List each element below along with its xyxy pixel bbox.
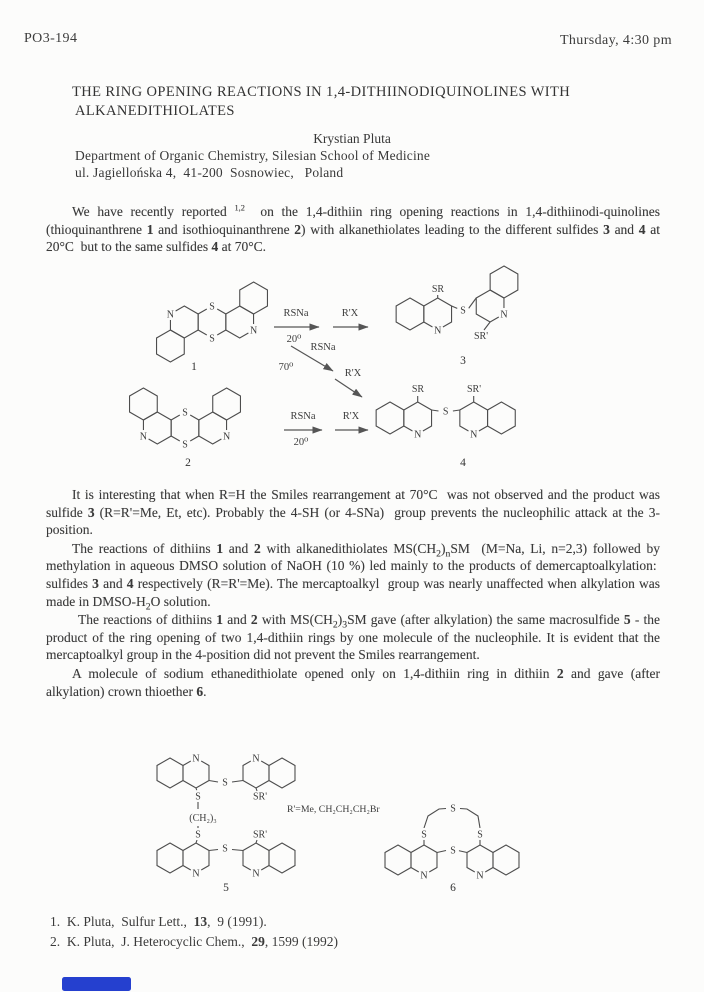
paragraph-1 [46,203,660,256]
text-segment: ) with alkanethiolates leading to the different sulfides [301,221,604,237]
bonds-bottom [196,781,480,853]
text-segment: 3 [342,619,348,631]
compound-6-label: 6 [450,882,456,894]
hexagon-ring [396,298,424,330]
sulfur-atom-label: S [450,845,456,857]
text-segment: and [223,612,251,628]
compound-4-label: 4 [460,457,466,469]
nitrogen-atom-label: N [139,431,148,443]
hexagon-ring [376,402,404,434]
text-segment: 2 [294,221,302,237]
sulfur-atom-label: S [477,829,483,841]
text-segment: 2 [250,612,258,628]
reference-list [50,912,338,951]
sulfur-atom-label: S [209,301,215,313]
nitrogen-atom-label: N [252,868,260,880]
text-segment: ) [441,540,446,556]
alkylator-label: R'X [341,308,359,319]
sulfur-atom-label: S [209,333,215,345]
session-datetime: Thursday, 4:30 pm [559,33,672,48]
sulfur-atom-label: S [182,439,188,451]
author-name: Krystian Pluta [313,131,391,146]
sulfur-atom-label: S [222,777,228,789]
text-segment: 4 [126,575,134,591]
atom-masks-top [137,300,510,450]
sr-prime-group-label: SR' [252,791,268,803]
text-segment: at 20°C but to the same sulfides [46,221,660,255]
nitrogen-atom-label: N [414,429,422,441]
compound-number-labels [185,355,466,469]
text-segment: 3 [87,504,95,520]
sr-prime-group-label: SR' [473,331,489,342]
paper-code: PO3-194 [24,31,78,46]
hexagon-ring [385,845,411,875]
reagent-label: RSNa [310,342,336,353]
text-segment: respectively (R=R'=Me). The mercaptoalkyl group was nearly unaffected when alkylation was made in DMSO-H [46,575,660,609]
hexagon-ring [269,758,295,788]
text-segment: on the 1,4-dithiin ring opening reactions in 1,4-dithiinodi-quinolines (thioquinanthrene [46,204,660,237]
nitrogen-atom-label: N [500,309,508,321]
reagent-label: RSNa [290,411,316,422]
text-segment: n [445,548,451,560]
text-segment: 4 [638,221,646,237]
hexagon-ring [493,845,519,875]
text-segment: and [98,575,127,591]
alkylator-label: R'X [344,368,362,379]
text-segment: 1 [216,612,224,628]
text-segment: 1. K. Pluta, Sulfur Lett., [50,914,194,929]
text-segment: with alkanedithiolates MS(CH [260,540,437,556]
text-segment: and isothioquinanthrene [153,221,295,237]
text-segment: 1 [216,540,224,556]
paragraph-2 [46,486,660,539]
nitrogen-atom-label: N [249,325,258,337]
text-segment: 2 [145,601,151,613]
nitrogen-atom-label: N [192,868,200,880]
sulfur-atom-label: S [442,406,449,418]
nitrogen-atom-label: N [252,753,260,765]
text-segment: 2 [436,548,442,560]
sulfur-atom-label: S [195,791,201,803]
text-segment: 2 [254,540,261,556]
hexagon-ring [490,266,518,298]
text-segment: , 9 (1991). [207,914,267,929]
sr-prime-group-label: SR' [252,829,268,841]
text-segment: 6 [196,683,204,699]
text-segment: SM gave (after alkylation) the same macrosulfide [347,612,624,628]
text-segment: O solution. [150,593,211,609]
reaction-scheme-top [22,270,682,482]
paragraph-5 [46,665,660,700]
text-segment: - the product of the ring opening of two 1,4-dithiin rings by one molecule of the nucleophile. It is evident that the mercaptoalkyl group in the 4-position did not prevent the Smiles rearrangement. [46,612,661,663]
hexagon-ring [157,758,183,788]
author-address: ul. Jagiellońska 4, 41-200 Sosnowiec, Poland [75,165,344,180]
sr-group-label: SR [411,384,425,395]
hexagon-ring [130,388,158,420]
temperature-label: 20⁰ [286,334,302,345]
text-segment: A molecule of sodium ethanedithiolate opened only on 1,4-dithiin ring in dithiin [72,665,557,681]
text-segment: 2 [556,665,564,681]
text-segment: 1 [146,221,154,237]
atom-labels-bottom [189,754,483,882]
text-segment: We have recently reported [72,204,235,219]
text-segment: The reactions of dithiins [78,612,217,628]
selection-highlight[interactable] [62,977,131,991]
text-segment: with MS(CH [257,612,333,628]
compound-5-label: 5 [223,882,229,894]
sr-prime-group-label: SR' [466,384,482,395]
text-segment: 2. K. Pluta, J. Heterocyclic Chem., [50,933,252,949]
text-segment: SM (M=Na, Li, n=2,3) followed by methylation in aqueous DMSO solution of NaOH (10 %) led mainly to the products of demercaptoalkylation: sulfides [46,540,661,591]
nitrogen-atom-label: N [434,325,442,337]
sulfur-atom-label: S [460,305,466,317]
text-segment: 3 [603,221,610,237]
sr-group-label: SR [431,284,445,295]
nitrogen-atom-label: N [192,753,200,765]
author-affiliation: Department of Organic Chemistry, Silesian School of Medicine [75,148,431,163]
methylene-chain-label: (CH₂)₃ [189,813,217,824]
reaction-scheme-bottom [22,738,682,910]
reaction-arrows [274,308,368,448]
text-segment: 1,2 [234,203,245,213]
text-segment: 2 [332,619,338,631]
temperature-label: 70⁰ [278,362,294,373]
hexagon-ring [157,843,183,873]
intro-paragraph-block [46,203,660,257]
sulfur-atom-label: S [421,829,427,841]
atom-masks-bottom [190,752,486,881]
text-segment: and [609,221,639,237]
text-segment: 5 [623,612,631,628]
paragraph-3 [46,540,661,613]
paragraph-4 [46,611,660,664]
text-segment: ) [337,612,343,628]
compound-2-label: 2 [185,457,191,469]
text-segment: The reactions of dithiins [72,540,217,556]
sulfur-atom-label: S [222,843,228,855]
text-segment: , 1599 (1992) [264,933,338,949]
reference-2 [50,932,338,952]
compound-1-label: 1 [191,361,197,373]
text-segment: at 70°C. [218,239,267,255]
text-segment: . [203,683,207,699]
reference-1 [50,912,338,932]
paper-title [72,83,632,121]
text-segment: and gave (after alkylation) crown thioether [46,665,661,699]
body-text-block [46,486,660,701]
text-segment: and [223,540,255,556]
hexagon-ring [240,282,268,314]
sulfur-atom-label: S [182,407,188,419]
nitrogen-atom-label: N [476,870,484,882]
compound-number-labels-bottom [223,882,456,894]
hexagon-ring [157,330,185,362]
text-segment: 3 [92,575,99,591]
nitrogen-atom-label: N [420,870,428,882]
title-line-2: ALKANEDITHIOLATES [75,103,235,119]
hexagon-ring [213,388,241,420]
reagent-label: RSNa [283,308,309,319]
temperature-label: 20⁰ [293,437,309,448]
hexagon-ring [269,843,295,873]
text-segment: 13 [193,914,208,929]
text-segment: It is interesting that when R=H the Smiles rearrangement at 70°C was not observed and the product was sulfide [46,487,660,520]
nitrogen-atom-label: N [222,431,231,443]
compound-3-label: 3 [460,355,466,367]
text-segment: 4 [211,239,219,255]
sulfur-atom-label: S [195,829,201,841]
title-line-1: THE RING OPENING REACTIONS IN 1,4-DITHIINODIQUINOLINES WITH [72,84,571,100]
text-segment: (R=R'=Me, Et, etc). Probably the 4-SH (or 4-SNa) group prevents the nucleophilic attack at the 3-position. [46,504,660,538]
sulfur-atom-label: S [450,803,456,815]
hexagon-ring [488,402,516,434]
nitrogen-atom-label: N [470,429,478,441]
r-prime-definition: R'=Me, CH₂CH₂CH₂Br [287,804,380,815]
alkylator-label: R'X [342,411,360,422]
nitrogen-atom-label: N [166,309,175,321]
text-segment: 29 [251,933,265,949]
